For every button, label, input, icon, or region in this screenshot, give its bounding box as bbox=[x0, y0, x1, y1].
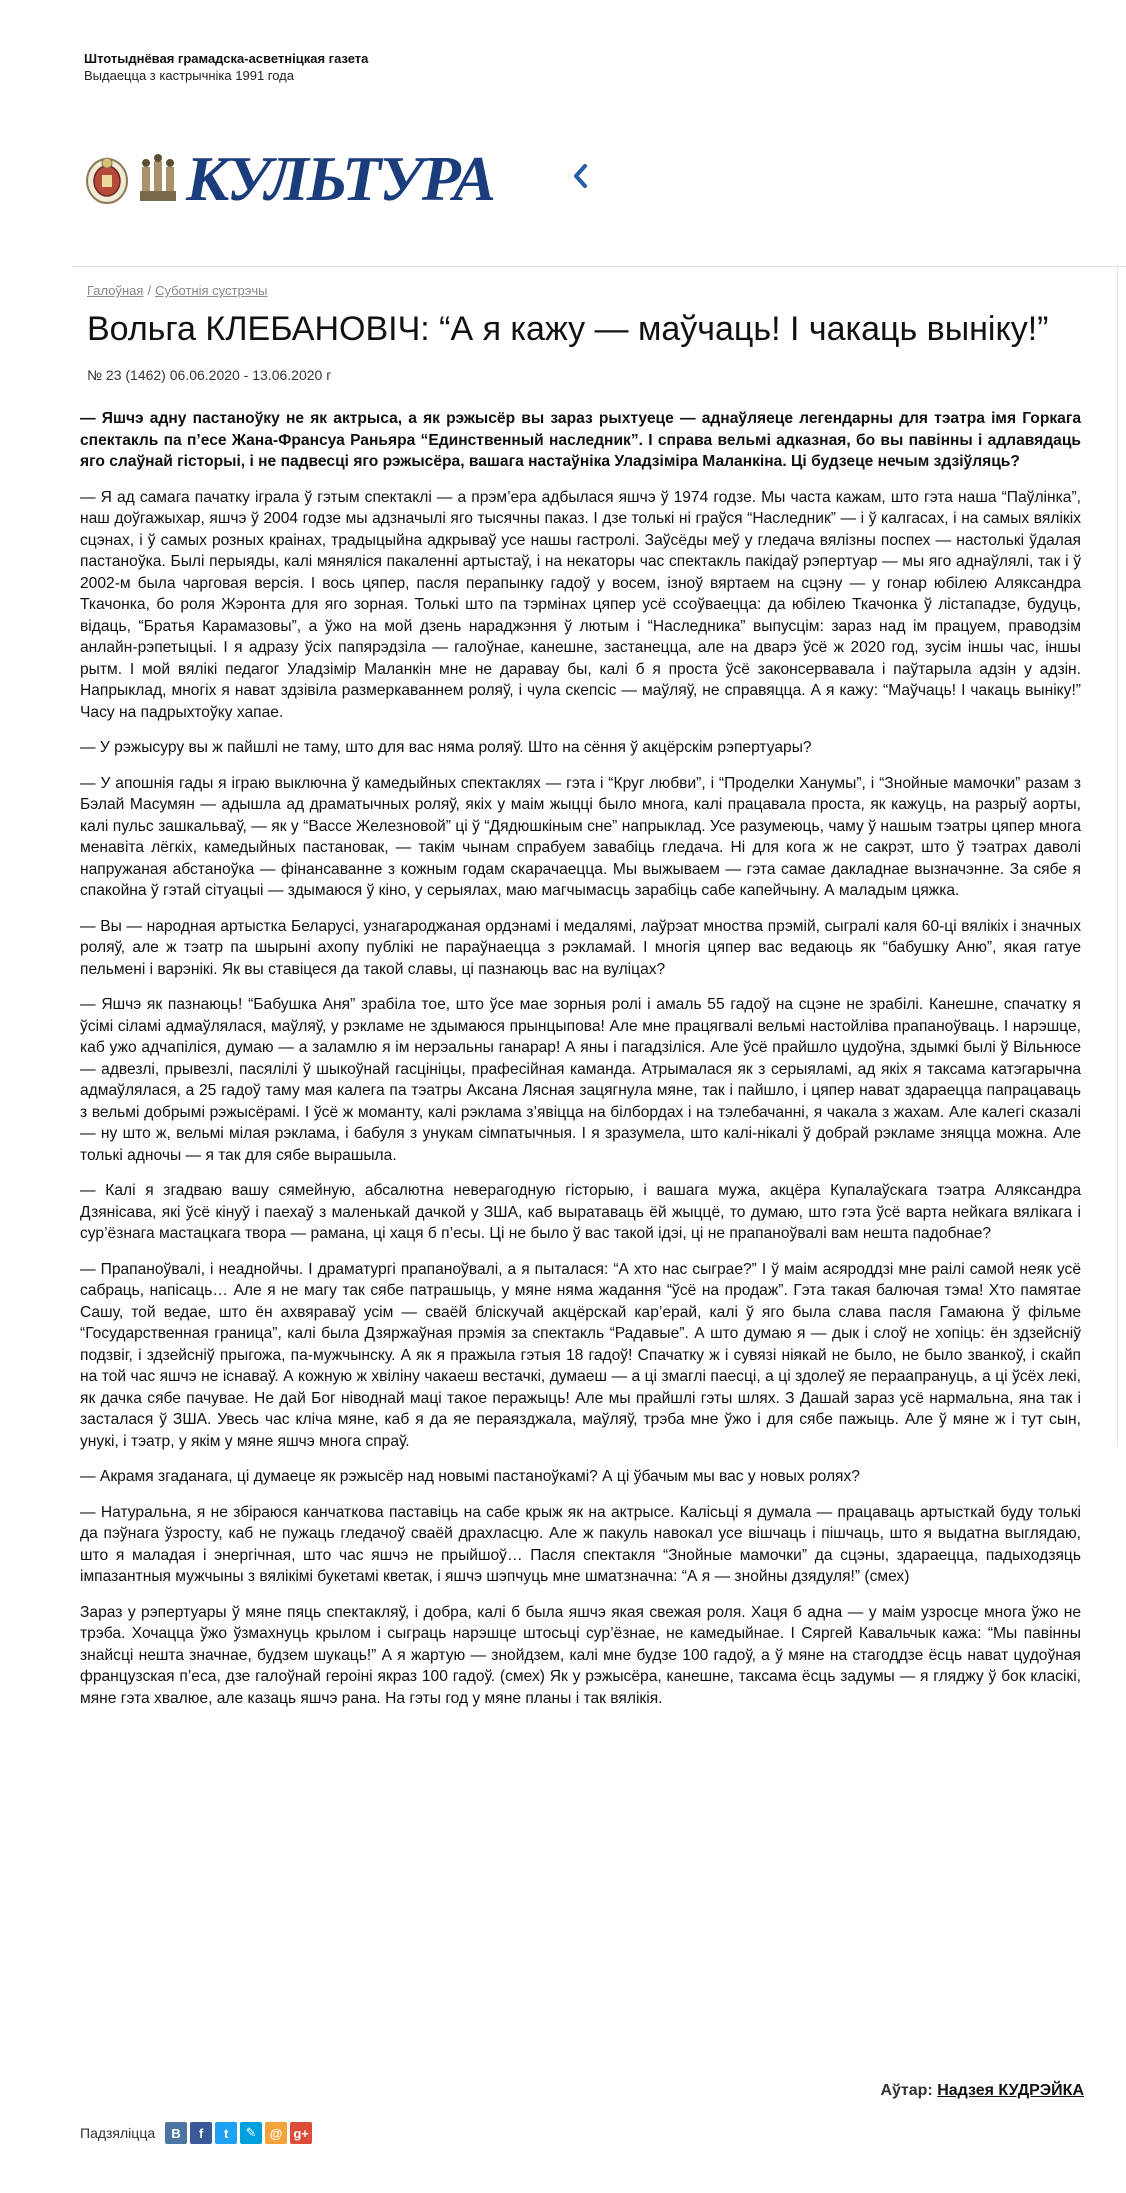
issue-date: № 23 (1462) 06.06.2020 - 13.06.2020 г bbox=[87, 367, 332, 383]
article-paragraph: — Натуральна, я не збіраюся канчаткова паставіць на сабе крыж як на актрысе. Калісьці я думала — працаваць артысткай буду толькі да пэўнага ўзросту, каб не пужаць гледачоў сваёй драхласцю. Але ж пакуль навокал усе вішчаць і пішчаць, што я выдатна выглядаю, што я маладая і энергічная, што час яшчэ не прыйшоў… Пасля спектакля “Знойные мамочки” да сцэны, здараецца, падыходзяць імпазантныя мужчыны з вялікімі букетамі кветак, і яшчэ шэпчуць мне шматзначна: “А я — знойны дзядуля!” (смех) bbox=[80, 1503, 1081, 1585]
site-logo[interactable] bbox=[84, 143, 494, 214]
content-border-right bbox=[1117, 266, 1118, 1446]
article-paragraph: — Акрамя згаданага, ці думаеце як рэжысёр над новымі пастаноўкамі? А ці ўбачым мы вас у новых ролях? bbox=[80, 1468, 860, 1485]
theatre-emblem-icon bbox=[136, 153, 180, 205]
article-paragraph: — Вы — народная артыстка Беларусі, узнагароджаная ордэнамі і медалямі, лаўрэат мноства прэмій, сыгралі каля 60-ці вялікіх і значных роляў, але ж тэатр па шырыні ахопу публікі не параўнаецца з рэкламай. І многія цяпер вас ведаюць як “бабушку Аню”, якая гатуе пельмені і варэнікі. Як вы ставіцеся да такой славы, ці пазнаюць вас на вуліцах? bbox=[80, 917, 1081, 978]
breadcrumb-section-link[interactable]: Суботнія сустрэчы bbox=[155, 283, 268, 298]
article-paragraph: — Калі я згадваю вашу сямейную, абсалютна неверагодную гісторыю, і вашага мужа, акцёра Купалаўскага тэатра Аляксандра Дзянісава, які ўсё кінуў і паехаў з маленькай дачкой у ЗША, каб выратаваць ёй жыццё, то думаю, што гэта ўсё варта нейкага вялікага і сур’ёзнага мастацкага твора — рамана, ці хаця б п’есы. Ці не было ў вас такой ідэі, ці не прапаноўвалі вам нешта падобнае? bbox=[80, 1182, 1081, 1242]
vk-icon[interactable]: В bbox=[165, 2122, 187, 2144]
breadcrumb-separator: / bbox=[147, 283, 152, 298]
googleplus-icon[interactable]: g+ bbox=[290, 2122, 312, 2144]
header-tagline bbox=[84, 50, 684, 84]
author-link[interactable]: Надзея КУДРЭЙКА bbox=[937, 2082, 1084, 2099]
article-paragraph: — Я ад самага пачатку іграла ў гэтым спектаклі — а прэм’ера адбылася яшчэ ў 1974 годзе. Мы часта кажам, што гэта наша “Паўлінка”, наш доўгажыхар, яшчэ ў 2004 годзе мы адзначылі яго тысячны паказ. І дзе толькі ні граўся “Наследник” — і ў калгасах, і на самых вялікіх сцэнах, і ў самых розных краінах, традыцыйна адкрываў усе нашы гастролі. Заўсёды меў у гледача вялізны поспех — настолькі ўдалая пастаноўка. Былі перыяды, калі мяняліся пакаленні артыстаў, і на некаторы час спектакль пакідаў рэпертуар — мы яго аднаўлялі, так і ў 2002-м была чарговая версія. І вось цяпер, пасля перапынку гадоў у восем, ізноў вяртаем на сцэну — у гонар юбілею Аляксандра Ткачонка, бо роля Жэронта для яго зорная. Толькі што па тэрмінах цяпер усё ссоўваецца: да юбілею Ткачонка ў лістападзе, будуць, відаць, “Братья Карамазовы”, а ўжо на мой дзень нараджэння ў лютым і “Наследника” выпусцім: зараз над ім працуем, праводзім анлайн-рэпетыцыі. І я адразу ўсіх папярэдзіла — галоўнае, канешне, застанецца, але на дварэ ўсё ж 2020 год, зусім іншы час, іншы рытм. І мой вялікі педагог Уладзімір Маланкін мне не даравау бы, калі б я проста ўсё законсервавала і паўтарыла адзін у адзін. Напрыклад, многіх я нават здзівіла размеркаваннем роляў, і чула скепсіс — маўляў, не справяцца. А я кажу: “Маўчаць! І чакаць выніку!” Часу на падрыхтоўку хапае. bbox=[80, 488, 1081, 721]
chevron-left-icon[interactable] bbox=[568, 158, 592, 194]
share-bar bbox=[80, 2122, 315, 2144]
breadcrumb-home-link[interactable]: Галоўная bbox=[87, 283, 144, 298]
article-title: Вольга КЛЕБАНОВІЧ: “А я кажу — маўчаць! І чакаць выніку!” bbox=[87, 310, 1049, 348]
article-body bbox=[80, 408, 1081, 1723]
mailru-icon[interactable]: @ bbox=[265, 2122, 287, 2144]
article-paragraph: — Прапаноўвалі, і неаднойчы. І драматургі прапаноўвалі, а я пыталася: “А хто нас сыграе?” І ў маім асяроддзі мне раілі самой неяк усё сабраць, напісаць… Але я не магу так сябе патрашыць, у мяне няма жадання “ўсё на продаж”. Гэта такая балючая тэма! Хто памятае Сашу, той ведае, што ён ахвяраваў усім — сваёй бліскучай акцёрскай кар’ерай, калі ў яго была слава пасля Гамаюна ў фільме “Государственная граница”, калі была Дзяржаўная прэмія за спектакль “Радавые”. А што думаю я — дык і слоў не хопіць: ён здзейсніў подзвіг, і здзейсніў прыгожа, па-мужчынску. А як я пражыла гэтыя 18 гадоў! Спачатку ж і сувязі ніякай не было, не было званкоў, і скайп на той час яшчэ не існаваў. А кожную ж хвіліну чакаеш вестачкі, думаеш — а ці змаглі паесці, а ці здолеў яе пераапрануць, а ці ўсёх лекі, як дачка сябе пачувае. Не дай Бог ніводнай маці такое перажыць! Але мы прайшлі гэты шлях. З Дашай зараз усё нармальна, яна так і засталася ў ЗША. Увесь час кліча мяне, каб я да яе пераязджала, маўляў, трэба мне ўжо і для сябе пажыць. Але ў мяне ж і тут сын, унукі, і тэатр, у якім у мяне яшчэ многа спраў. bbox=[80, 1260, 1081, 1450]
livejournal-icon[interactable]: ✎ bbox=[240, 2122, 262, 2144]
logo-wordmark: КУЛЬТУРА bbox=[186, 143, 494, 214]
tagline-subtitle: Выдаецца з кастрычніка 1991 года bbox=[84, 68, 294, 83]
article-author bbox=[880, 2082, 1084, 2100]
facebook-icon[interactable]: f bbox=[190, 2122, 212, 2144]
article-paragraph: — У апошнія гады я іграю выключна ў камедыйных спектаклях — гэта і “Круг любви”, і “Проделки Ханумы”, і “Знойные мамочки” разам з Бэлай Масумян — адышла ад драматычных роляў, якіх у маім жыцці было многа, калі працавала проста, як кажуць, на разрыў аорты, калі пульс зашкальваў, — як у “Вассе Железновой” ці ў “Дядюшкіным сне” напрыклад. Усе разумеюць, чаму ў нашым тэатры цяпер многа менавіта лёгкіх, камедыйных пастановак, — такім чынам спрабуем завабіць гледача. Ні для кога ж не сакрэт, што ў тэатрах даволі напружаная абстаноўка — фінансаванне з кожным годам скарачаецца. Мы выжываем — гэта самае дакладнае вызначэнне. За сябе я спакойна ў гэтай сітуацыі — здымаюся ў кіно, у серыялах, маю магчымасць зарабіць сабе капейчыну. А маладым цяжка. bbox=[80, 774, 1081, 899]
article-paragraph: Зараз у рэпертуары ў мяне пяць спектакляў, і добра, калі б была яшчэ якая свежая роля. Хаця б адна — у маім узросце многа ўжо не трэба. Хочацца ўжо ўзмахнуць крылом і сыграць нарэшце штосьці сур’ёзнае, не камедыйнае. І Сяргей Кавальчык кажа: “Мы павінны знайсці нешта значнае, будзем шукаць!” А я жартую — знойдзем, калі мне будзе 100 гадоў, а ў мяне на стагоддзе ёсць нават цудоўная французская п’еса, дзе галоўнай героіні якраз 100 гадоў. (смех) Як у рэжысёра, канешне, таксама ёсць задумы — я гляджу ў бок класікі, мяне гэта хвалюе, але казаць яшчэ рана. На гэты год у мяне планы і так вялікія. bbox=[80, 1603, 1081, 1707]
content-divider bbox=[72, 266, 1126, 267]
tagline-title: Штотыднёвая грамадска-асветніцкая газета bbox=[84, 51, 369, 66]
breadcrumb bbox=[87, 283, 267, 298]
author-label: Аўтар: bbox=[880, 2082, 933, 2099]
twitter-icon[interactable]: t bbox=[215, 2122, 237, 2144]
article-paragraph: — У рэжысуру вы ж пайшлі не таму, што для вас няма роляў. Што на сёння ў акцёрскім рэпертуары? bbox=[80, 739, 812, 756]
order-emblem-icon bbox=[84, 153, 130, 205]
article-paragraph: — Яшчэ як пазнаюць! “Бабушка Аня” зрабіла тое, што ўсе мае зорныя ролі і амаль 55 гадоў на сцэне не зрабілі. Канешне, спачатку я ўсімі сіламі адмаўлялася, маўляў, у рэкламе не здымаюся прынцыпова! Але мне працягвалі вельмі настойліва прапаноўваць. І нарэшце, каб ужо адчапіліся, думаю — а заламлю я ім нерэальны ганарар! А яны і пагадзіліся. Але ўсё прайшло цудоўна, здымкі былі ў Вільнюсе — адвезлі, прывезлі, пасялілі ў шыкоўнай гасцініцы, прафесійная каманда. Атрымалася як з серыяламі, ад якіх я таксама катэгарычна адмаўлялася, а 25 гадоў таму мая калега па тэатры Аксана Лясная зацягнула мяне, так і пайшло, і цяпер нават здараецца папрацаваць з вельмі добрымі рэжысёрамі. І ўсё ж моманту, калі рэклама з’явіцца на білбордах і на тэлебачанні, я чакала з жахам. Але калегі сказалі — ну што ж, вельмі мілая рэклама, і бабуля з унукам сімпатычныя. І я зразумела, што калі-нікалі ў добрай рэкламе зняцца можна. Але толькі адночы — я так для сябе вырашыла. bbox=[80, 996, 1081, 1164]
article-paragraph: — Яшчэ адну пастаноўку не як актрыса, а як рэжысёр вы зараз рыхтуеце — аднаўляеце легендарны для тэатра імя Горкага спектакль па п’есе Жана-Франсуа Раньяра “Единственный наследник”. І справа вельмі адказная, бо вы павінны і адлавядаць яго слаўнай гісторыі, і не падвесці яго рэжысёра, вашага настаўніка Уладзіміра Маланкіна. Ці будзеце нечым здзіўляць? bbox=[80, 410, 1081, 470]
share-label: Падзяліцца bbox=[80, 2125, 156, 2141]
